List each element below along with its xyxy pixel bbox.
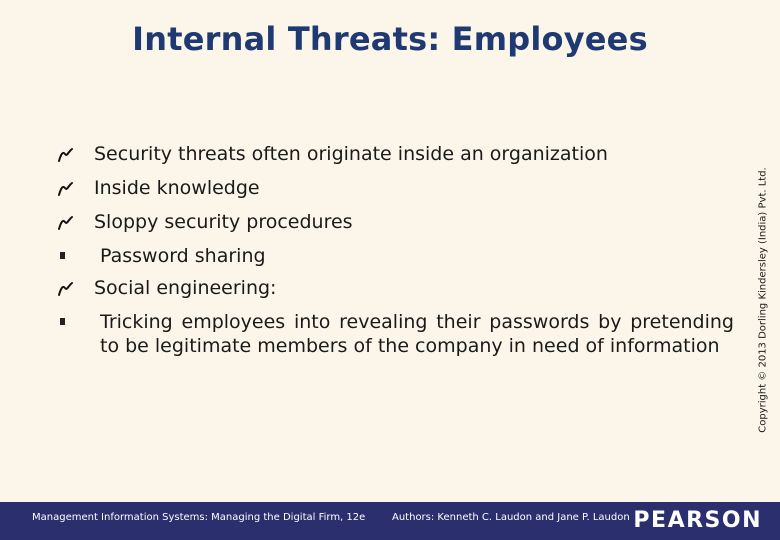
square-bullet-icon <box>60 252 65 259</box>
footer-authors: Authors: Kenneth C. Laudon and Jane P. Laudon <box>392 512 630 523</box>
curly-bullet-icon <box>56 280 74 298</box>
copyright-notice: Copyright © 2013 Dorling Kindersley (India) Pvt. Ltd. <box>757 167 769 433</box>
bullet-item <box>52 176 742 200</box>
sub-bullet-item <box>52 310 734 358</box>
square-bullet-icon <box>60 318 65 325</box>
footer-bar <box>0 502 780 540</box>
bullet-item <box>52 210 742 234</box>
curly-bullet-icon <box>56 214 74 232</box>
bullet-text: Social engineering: <box>94 277 277 299</box>
slide-title: Internal Threats: Employees <box>132 20 648 58</box>
sub-bullet-text: Tricking employees into revealing their passwords by pretending to be legitimate members of the company in need of information <box>100 311 734 357</box>
sub-bullet-item <box>52 244 734 268</box>
bullet-text: Sloppy security procedures <box>94 211 353 233</box>
footer-book-title: Management Information Systems: Managing the Digital Firm, 12e <box>32 512 366 523</box>
sub-bullet-text: Password sharing <box>100 245 266 267</box>
curly-bullet-icon <box>56 146 74 164</box>
pearson-logo: PEARSON <box>633 508 762 533</box>
curly-bullet-icon <box>56 180 74 198</box>
bullet-item <box>52 142 742 166</box>
bullet-text: Inside knowledge <box>94 177 260 199</box>
bullet-text: Security threats often originate inside an organization <box>94 143 608 165</box>
bullet-list <box>52 142 742 366</box>
bullet-item <box>52 276 742 300</box>
